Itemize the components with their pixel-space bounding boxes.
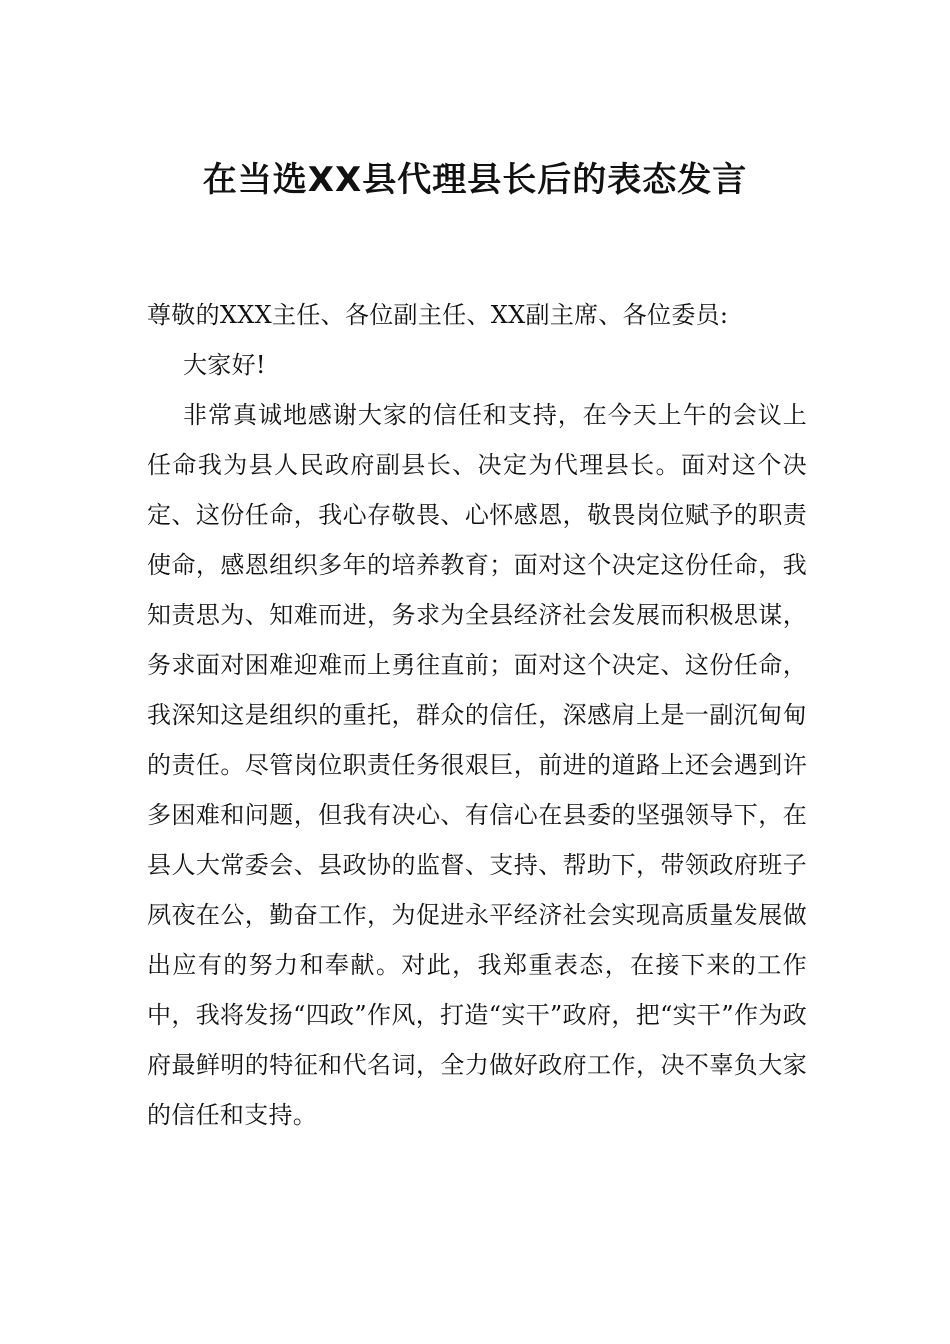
greeting: 大家好! xyxy=(183,351,266,379)
page-title: 在当选XX县代理县长后的表态发言 xyxy=(202,160,748,200)
salutation: 尊敬的XXX主任、各位副主任、XX副主席、各位委员: xyxy=(147,301,729,329)
body-paragraph: 非常真诚地感谢大家的信任和支持，在今天上午的会议上任命我为县人民政府副县长、决定为代理县长。面对这个决定、这份任命，我心存敬畏、心怀感恩，敬畏岗位赋予的职责使命，感恩组织多年的培养教育；面对这个决定这份任命，我知责思为、知难而进，务求为全县经济社会发展而积极思谋，务求面对困难迎难而上勇往直前；面对这个决定、这份任命，我深知这是组织的重托，群众的信任，深感肩上是一副沉甸甸的责任。尽管岗位职责任务很艰巨，前进的道路上还会遇到许多困难和问题，但我有决心、有信心在县委的坚强领导下，在县人大常委会、县政协的监督、支持、帮助下，带领政府班子夙夜在公，勤奋工作，为促进永平经济社会实现高质量发展做出应有的努力和奉献。对此，我郑重表态，在接下来的工作中，我将发扬“四政”作风，打造“实干”政府，把“实干”作为政府最鲜明的特征和代名词，全力做好政府工作，决不辜负大家的信任和支持。 xyxy=(147,401,807,1129)
document-body xyxy=(147,290,807,1140)
